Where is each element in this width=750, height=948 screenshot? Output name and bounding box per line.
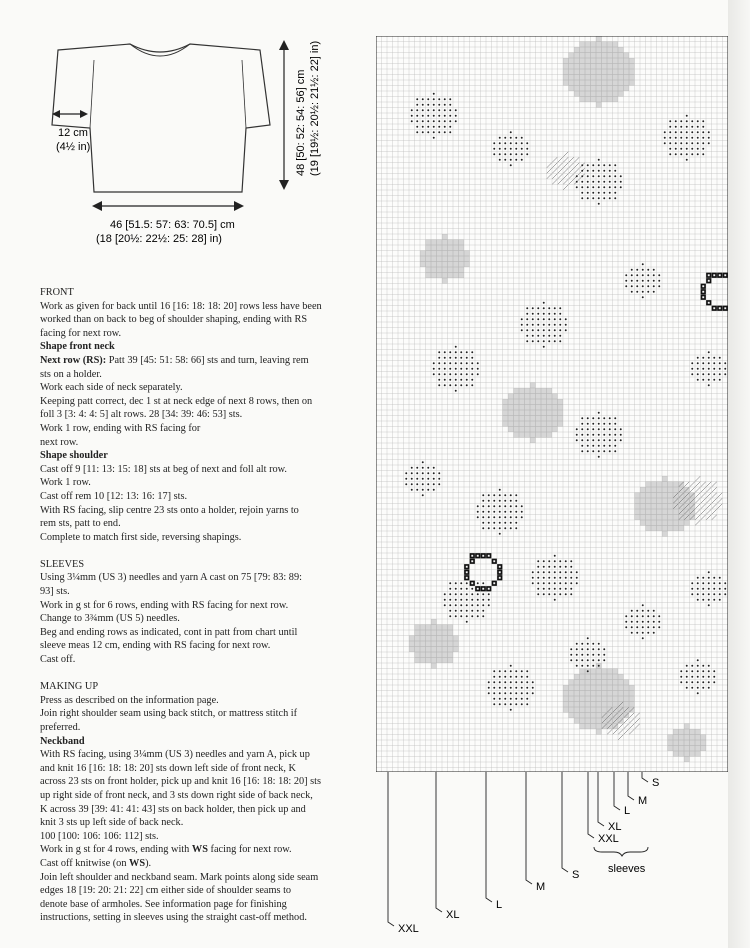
making-up-line: preferred. (40, 722, 81, 733)
size-label-s: S (572, 869, 580, 881)
sleeves-line: Change to 3¾mm (US 5) needles. (40, 613, 180, 625)
neckband-line: and knit 16 [16: 18: 18: 20] sts down left side of front neck, K (40, 762, 296, 774)
shoulder-line: Cast off rem 10 [12: 13: 16: 17] sts. (40, 490, 188, 502)
body-width-in: (18 [20½: 22½: 25: 28] in) (96, 233, 222, 245)
making-up-line: Join right shoulder seam using back stitch, or mattress stitch if (40, 708, 298, 720)
neck-line: Work each side of neck separately. (40, 382, 183, 394)
sleeves-label: sleeves (608, 863, 646, 875)
ws-line-bold: WS (191, 844, 208, 856)
neckband-heading: Neckband (40, 735, 85, 747)
shoulder-line: rem sts, patt to end. (40, 518, 121, 530)
final-line: Join left shoulder and neckband seam. Mark points along side seam (40, 871, 319, 883)
neck-line: foll 3 [3: 4: 4: 5] alt rows. 28 [34: 39: 46: 53] sts. (40, 409, 243, 421)
ws-line-post: facing for next row. (207, 844, 292, 856)
sleeve-label-s: S (652, 777, 660, 789)
neck-line: next row. (40, 436, 79, 448)
body-length-cm: 48 [50: 52: 54: 56] cm (295, 69, 307, 176)
shoulder-line: Work 1 row. (40, 477, 91, 489)
shoulder-line: With RS facing, slip centre 23 sts onto a holder, rejoin yarns to (40, 504, 299, 516)
making-up-line: Press as described on the information page. (40, 694, 219, 706)
front-line: worked than on back to beg of shoulder shaping, ending with RS (40, 314, 308, 326)
sleeves-line: Cast off. (40, 654, 76, 666)
knitting-chart-grid (376, 36, 728, 772)
final-line: instructions, setting in sleeves using the straight cast-off method. (40, 912, 307, 924)
sleeves-line: sleeve meas 12 cm, ending with RS facing for next row. (40, 640, 271, 652)
shoulder-line: Complete to match first side, reversing shapings. (40, 531, 242, 543)
sleeve-label-m: M (638, 795, 648, 807)
ws-line-pre: Work in g st for 4 rows, ending with (40, 844, 192, 856)
next-row-text: Patt 39 [45: 51: 58: 66] sts and turn, leaving rem (106, 354, 309, 366)
sleeves-line: Using 3¼mm (US 3) needles and yarn A cast on 75 [79: 83: 89: (40, 572, 302, 584)
next-row-label: Next row (RS): (40, 354, 107, 366)
shape-shoulder-heading: Shape shoulder (40, 450, 108, 462)
instructions-column (40, 286, 360, 925)
next-row-line (40, 354, 360, 368)
sleeves-line: Work in g st for 6 rows, ending with RS facing for next row. (40, 599, 289, 611)
neck-line: Keeping patt correct, dec 1 st at neck edge of next 8 rows, then on (40, 395, 313, 407)
size-label-l: L (496, 899, 503, 911)
garment-schematic (30, 30, 350, 260)
sleeve-label-xxl: XXL (598, 833, 619, 845)
sweater-outline (52, 44, 270, 192)
body-length-in: (19 [19½: 20½: 21½: 22] in) (309, 40, 321, 176)
size-label-xxl: XXL (398, 923, 419, 935)
castoff-bold: WS (129, 857, 146, 869)
neckband-line: up right side of front neck, and 3 sts down right side of back neck, (40, 789, 313, 801)
neckband-line: knit 3 sts up left side of back neck. (40, 817, 184, 829)
sleeves-heading: SLEEVES (40, 558, 85, 570)
front-heading: FRONT (40, 287, 74, 298)
neckband-line: across 23 sts on front holder, pick up and knit 16 [16: 18: 18: 20] sts (40, 776, 322, 788)
sleeve-width-cm: 12 cm (58, 127, 88, 139)
shape-front-neck-heading: Shape front neck (40, 341, 115, 353)
sleeves-line: Beg and ending rows as indicated, cont in patt from chart until (40, 626, 298, 638)
making-up-heading: MAKING UP (40, 681, 99, 693)
neckband-line: With RS facing, using 3¼mm (US 3) needles and yarn A, pick up (40, 749, 310, 761)
body-width-cm: 46 [51.5: 57: 63: 70.5] cm (110, 219, 235, 231)
neck-line: Work 1 row, ending with RS facing for (40, 422, 201, 434)
size-label-xl: XL (446, 909, 460, 921)
sleeve-label-xl: XL (608, 821, 622, 833)
size-indicators (376, 772, 728, 948)
ws-line (40, 843, 360, 857)
castoff-pre: Cast off knitwise (on (40, 857, 130, 869)
size-label-m: M (536, 881, 546, 893)
castoff-line (40, 857, 360, 871)
shoulder-line: Cast off 9 [11: 13: 15: 18] sts at beg of next and foll alt row. (40, 463, 287, 475)
sleeve-width-in: (4½ in) (56, 141, 91, 153)
final-line: denote base of armholes. See information page for finishing (40, 898, 287, 910)
neckband-line: 100 [100: 106: 106: 112] sts. (40, 830, 159, 842)
page-gutter (728, 0, 750, 948)
neck-line: sts on a holder. (40, 368, 102, 380)
front-line: facing for next row. (40, 327, 122, 339)
neckband-line: K across 39 [39: 41: 41: 43] sts on back holder, then pick up and (40, 803, 306, 815)
front-line: Work as given for back until 16 [16: 18: 18: 20] rows less have been (40, 300, 322, 312)
final-line: edges 18 [19: 20: 21: 22] cm either side of shoulder seams to (40, 885, 292, 897)
sleeve-label-l: L (624, 805, 631, 817)
castoff-post: ). (145, 857, 152, 869)
sleeves-line: 93] sts. (40, 586, 70, 598)
